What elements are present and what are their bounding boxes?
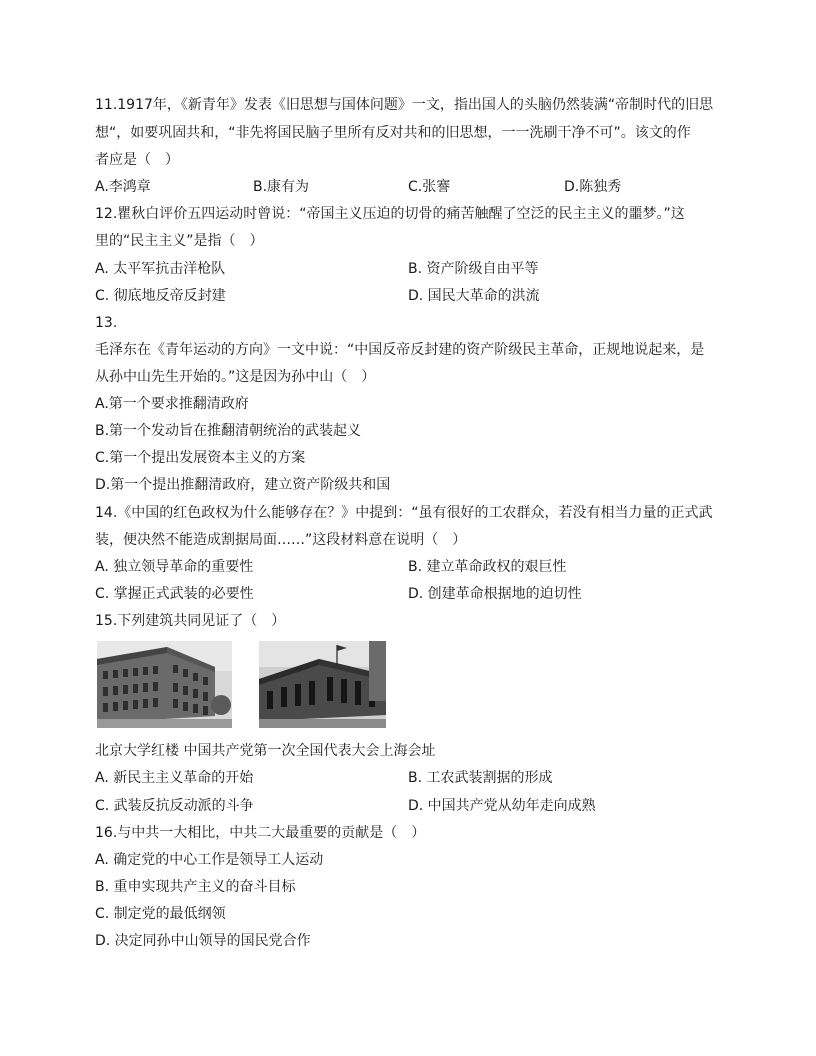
q13-option-a[interactable]: A.第一个要求推翻清政府 xyxy=(95,396,249,412)
peking-university-red-building-photo xyxy=(97,641,232,728)
q12-stem-line2: 里的“民主主义”是指（ ） xyxy=(95,233,264,249)
q14-stem-line2: 装，便决然不能造成割据局面……”这段材料意在说明（ ） xyxy=(95,532,467,548)
q11-stem-line1: 11.1917年，《新青年》发表《旧思想与国体问题》一文，指出国人的头脑仍然装满“帝制时代的旧思 xyxy=(95,97,714,113)
q11-option-b[interactable]: B.康有为 xyxy=(253,179,310,195)
q14-options-row1 xyxy=(95,558,725,576)
q12-option-d[interactable]: D. 国民大革命的洪流 xyxy=(408,288,540,304)
q13-number: 13. xyxy=(95,315,118,331)
q16-stem-line1: 16.与中共一大相比，中共二大最重要的贡献是（ ） xyxy=(95,825,426,841)
q14-stem-line1: 14.《中国的红色政权为什么能够存在？》中提到：“虽有很好的工农群众，若没有相当力量的正式武 xyxy=(95,505,713,521)
q11-option-c[interactable]: C.张謇 xyxy=(408,179,451,195)
q12-option-a[interactable]: A. 太平军抗击洋枪队 xyxy=(95,261,226,277)
q16-option-c[interactable]: C. 制定党的最低纲领 xyxy=(95,906,226,922)
q16-option-b[interactable]: B. 重申实现共产主义的奋斗目标 xyxy=(95,879,296,895)
q11-options xyxy=(95,178,725,196)
q15-stem-line1: 15.下列建筑共同见证了（ ） xyxy=(95,613,286,629)
q14-option-b[interactable]: B. 建立革命政权的艰巨性 xyxy=(408,559,567,575)
q15-photo-caption: 北京大学红楼 中国共产党第一次全国代表大会上海会址 xyxy=(95,743,436,759)
q16-option-a[interactable]: A. 确定党的中心工作是领导工人运动 xyxy=(95,852,324,868)
q11-stem-line3: 者应是（ ） xyxy=(95,152,179,168)
q13-option-b[interactable]: B.第一个发动旨在推翻清朝统治的武装起义 xyxy=(95,423,362,439)
q13-option-c[interactable]: C.第一个提出发展资本主义的方案 xyxy=(95,450,306,466)
q12-options-row2 xyxy=(95,287,725,305)
q15-option-a[interactable]: A. 新民主主义革命的开始 xyxy=(95,770,254,786)
q12-stem-line1: 12.瞿秋白评价五四运动时曾说：“帝国主义压迫的切骨的痛苦触醒了空泛的民主主义的噩梦。”这 xyxy=(95,206,685,222)
q11-option-d[interactable]: D.陈独秀 xyxy=(564,179,622,195)
q15-option-b[interactable]: B. 工农武装割据的形成 xyxy=(408,770,553,786)
q14-option-c[interactable]: C. 掌握正式武装的必要性 xyxy=(95,586,254,602)
q14-option-d[interactable]: D. 创建革命根据地的迫切性 xyxy=(408,586,582,602)
q15-option-d[interactable]: D. 中国共产党从幼年走向成熟 xyxy=(408,798,596,814)
q12-options-row1 xyxy=(95,260,725,278)
first-cpc-congress-site-photo xyxy=(259,641,386,728)
q12-option-c[interactable]: C. 彻底地反帝反封建 xyxy=(95,288,226,304)
q15-option-c[interactable]: C. 武装反抗反动派的斗争 xyxy=(95,798,254,814)
q14-option-a[interactable]: A. 独立领导革命的重要性 xyxy=(95,559,254,575)
q15-options-row1 xyxy=(95,769,725,787)
q13-stem-line1: 毛泽东在《青年运动的方向》一文中说：“中国反帝反封建的资产阶级民主革命，正规地说起来，是 xyxy=(95,342,705,358)
q13-option-d[interactable]: D.第一个提出推翻清政府，建立资产阶级共和国 xyxy=(95,477,391,493)
q14-options-row2 xyxy=(95,585,725,603)
q13-stem-line2: 从孙中山先生开始的。”这是因为孙中山（ ） xyxy=(95,369,376,385)
q11-option-a[interactable]: A.李鸿章 xyxy=(95,179,151,195)
q12-option-b[interactable]: B. 资产阶级自由平等 xyxy=(408,261,539,277)
q16-option-d[interactable]: D. 决定同孙中山领导的国民党合作 xyxy=(95,933,311,949)
q11-stem-line2: 想“，如要巩固共和，“非先将国民脑子里所有反对共和的旧思想，一一洗刷干净不可”。该文的作 xyxy=(95,125,691,141)
q15-options-row2 xyxy=(95,797,725,815)
